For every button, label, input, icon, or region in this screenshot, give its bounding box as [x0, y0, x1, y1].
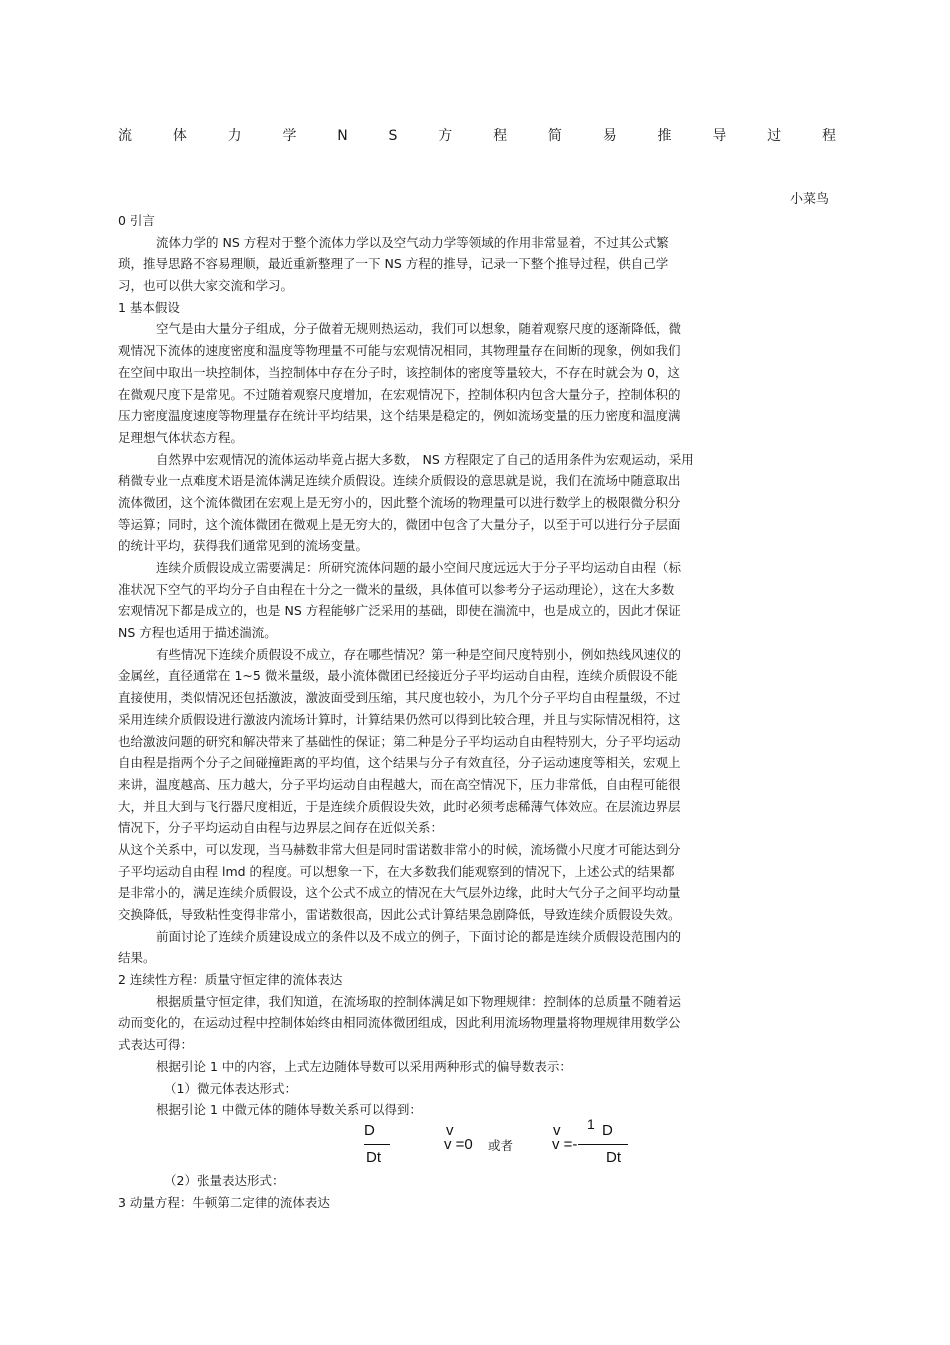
eq-fraction-bar-2 [578, 1144, 628, 1145]
text-line: 自然界中宏观情况的流体运动毕竟占据大多数， NS 方程限定了自己的适用条件为宏观运动，采用 [156, 451, 694, 467]
title-char: 程 [493, 128, 508, 144]
document-body-tail [118, 1170, 838, 1213]
eq-vector-mark-2: v [553, 1122, 561, 1139]
text-line: 前面讨论了连续介质建设成立的条件以及不成立的例子，下面讨论的都是连续介质假设范围内的 [156, 928, 682, 944]
text-line: 连续介质假设成立需要满足：所研究流体问题的最小空间尺度远远大于分子平均运动自由程（标 [156, 560, 682, 575]
text-line: 习，也可以供大家交流和学习。 [118, 278, 294, 294]
document-body [118, 210, 838, 1121]
eq-one-over-rho: 1 [587, 1116, 595, 1132]
text-line: 金属丝，直径通常在 1~5 微米量级，最小流体微团已经接近分子平均运动自由程，连续介质假设不能 [118, 668, 678, 684]
title-char: S [388, 128, 398, 144]
eq-dt-denominator-2: Dt [606, 1149, 621, 1166]
title-char: 程 [821, 128, 836, 144]
text-line: NS 方程也适用于描述湍流。 [118, 625, 277, 641]
text-line: （1）微元体表达形式： [164, 1080, 297, 1096]
title-char: 力 [227, 128, 242, 144]
eq-d-numerator: D [364, 1122, 375, 1139]
text-line: 观情况下流体的速度密度和温度等物理量不可能与宏观情况相同，其物理量存在间断的现象，例如我们 [118, 343, 681, 359]
text-line: 情况下，分子平均运动自由程与边界层之间存在近似关系： [118, 820, 444, 836]
title-char: 导 [712, 128, 727, 144]
text-line: 是非常小的，满足连续介质假设，这个公式不成立的情况在大气层外边缘，此时大气分子之间平均动量 [118, 885, 681, 901]
text-line: 在微观尺度下是常见。不过随着观察尺度增加，在宏观情况下，控制体积内包含大量分子，控制体积的 [118, 386, 681, 402]
text-line: 式表达可得： [118, 1037, 194, 1053]
eq-or-label: 或者 [488, 1138, 514, 1153]
title-char: 体 [172, 128, 187, 144]
title-char: 过 [767, 128, 782, 144]
text-line: 稍微专业一点难度术语是流体满足连续介质假设。连续介质假设的意思就是说，我们在流场中随意取出 [118, 473, 681, 489]
text-line: 2 连续性方程：质量守恒定律的流体表达 [118, 972, 343, 988]
document-title [118, 124, 836, 148]
eq-fraction-bar [364, 1144, 390, 1145]
text-line: 的统计平均，获得我们通常见到的流场变量。 [118, 538, 369, 554]
text-line: 结果。 [118, 950, 156, 966]
text-line: 直接使用，类似情况还包括激波，激波面受到压缩，其尺度也较小，为几个分子平均自由程量级，不过 [118, 690, 681, 706]
text-line: 从这个关系中，可以发现，当马赫数非常大但是同时雷诺数非常小的时候，流场微小尺度才可能达到分 [118, 841, 681, 857]
text-line: 根据引论 1 中微元体的随体导数关系可以得到： [156, 1102, 422, 1118]
text-line: 0 引言 [118, 213, 155, 228]
text-line: 等运算；同时，这个流体微团在微观上是无穷大的，微团中包含了大量分子，以至于可以进行分子层面 [118, 516, 681, 532]
eq-dt-denominator: Dt [366, 1149, 381, 1166]
text-line: 子平均运动自由程 lmd 的程度。可以想象一下，在大多数我们能观察到的情况下，上述公式的结果都 [118, 863, 675, 879]
text-line: 也给激波问题的研究和解决带来了基础性的保证；第二种是分子平均运动自由程特别大，分子平均运动 [118, 733, 681, 749]
continuity-equation [360, 1116, 660, 1172]
text-line: 3 动量方程：牛顿第二定律的流体表达 [118, 1194, 330, 1210]
text-line: 1 基本假设 [118, 299, 180, 315]
eq-d-numerator-2: D [602, 1122, 613, 1139]
eq-divergence-expr: v =- [552, 1136, 578, 1153]
text-line: 在空间中取出一块控制体，当控制体中存在分子时，该控制体的密度等量较大，不存在时就会为 0，这 [118, 364, 680, 380]
text-line: 准状况下空气的平均分子自由程在十分之一微米的量级，具体值可以参考分子运动理论），这在大多数 [118, 581, 675, 597]
text-line: 宏观情况下都是成立的，也是 NS 方程能够广泛采用的基础，即使在湍流中，也是成立的，因此才保证 [118, 603, 681, 619]
text-line: 足理想气体状态方程。 [118, 429, 244, 445]
author-name: 小菜鸟 [790, 192, 830, 207]
text-line: 大，并且大到与飞行器尺度相近，于是连续介质假设失效，此时必须考虑稀薄气体效应。在层流边界层 [118, 798, 681, 814]
text-line: 流体微团，这个流体微团在宏观上是无穷小的，因此整个流场的物理量可以进行数学上的极限微分积分 [118, 494, 681, 510]
text-line: 采用连续介质假设进行激波内流场计算时，计算结果仍然可以得到比较合理，并且与实际情况相符，这 [118, 711, 681, 727]
title-char: 简 [547, 128, 562, 144]
eq-divergence-zero: v =0 [444, 1136, 473, 1153]
text-line: 流体力学的 NS 方程对于整个流体力学以及空气动力学等领域的作用非常显着，不过其公式繁 [156, 234, 669, 250]
text-line: 压力密度温度速度等物理量存在统计平均结果，这个结果是稳定的，例如流场变量的压力密度和温度满 [118, 408, 681, 424]
text-line: 交换降低，导致粘性变得非常小，雷诺数很高，因此公式计算结果急剧降低，导致连续介质假设失效。 [118, 907, 681, 922]
title-char: 易 [602, 128, 617, 144]
text-line: 有些情况下连续介质假设不成立，存在哪些情况？第一种是空间尺度特别小，例如热线风速仪的 [156, 646, 682, 662]
text-line: 根据质量守恒定律，我们知道，在流场取的控制体满足如下物理规律：控制体的总质量不随着运 [156, 993, 682, 1009]
title-char: 推 [657, 128, 672, 144]
text-line: 自由程是指两个分子之间碰撞距离的平均值，这个结果与分子有效直径，分子运动速度等相关，宏观上 [118, 755, 681, 771]
title-char: 流 [118, 128, 132, 144]
eq-vector-mark: v [446, 1122, 454, 1139]
text-line: 根据引论 1 中的内容，上式左边随体导数可以采用两种形式的偏导数表示： [156, 1058, 572, 1074]
text-line: 动而变化的，在运动过程中控制体始终由相同流体微团组成，因此利用流场物理量将物理规律用数学公 [118, 1015, 681, 1031]
title-char: 学 [282, 128, 297, 144]
text-line: 空气是由大量分子组成，分子做着无规则热运动，我们可以想象，随着观察尺度的逐渐降低，微 [156, 321, 682, 337]
text-line: 来讲，温度越高、压力越大，分子平均运动自由程越大，而在高空情况下，压力非常低，自由程可能很 [118, 776, 681, 792]
title-char: N [337, 128, 348, 144]
text-line: 琐，推导思路不容易理顺，最近重新整理了一下 NS 方程的推导，记录一下整个推导过程，供自己学 [118, 256, 669, 272]
text-line: （2）张量表达形式： [164, 1173, 285, 1188]
title-char: 方 [438, 128, 453, 144]
